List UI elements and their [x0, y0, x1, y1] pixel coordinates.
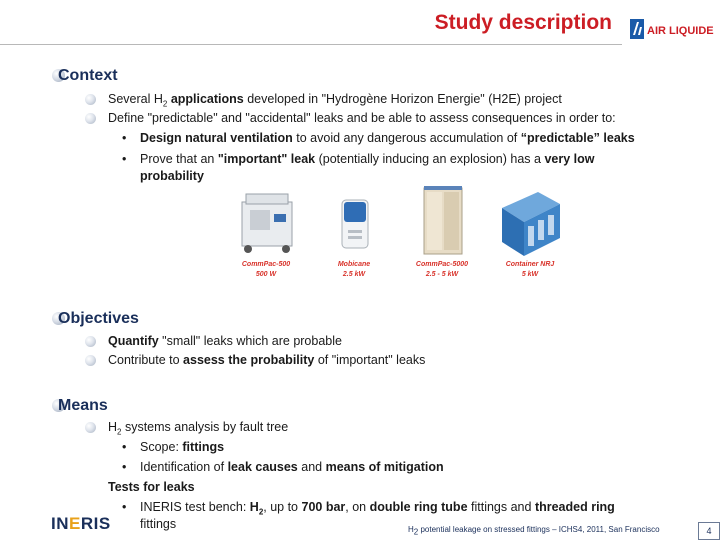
product-commpac-5000	[402, 186, 482, 286]
means-sub-continuation: fittings	[140, 517, 177, 531]
container-nrj-image	[498, 186, 562, 258]
air-liquide-logo	[627, 13, 720, 45]
means-item-fault-tree: $H_2$ systems analysis by fault tree	[108, 420, 289, 437]
heading-context: Context	[58, 67, 118, 84]
footer-caption: $H_2$ potential leakage on stressed fittings – ICHS4, 2011, San Francisco	[408, 525, 660, 537]
product-power: 500 W	[255, 271, 277, 278]
product-name: CommPac-500	[241, 261, 291, 268]
mobicane-image	[322, 186, 386, 258]
context-item-define: Define "predictable" and "accidental" leaks and be able to assess consequences in order to:	[108, 111, 616, 125]
page-number: 4	[698, 522, 720, 540]
means-sub-scope: • Scope: fittings	[122, 440, 225, 454]
product-container-nrj	[490, 186, 570, 286]
objectives-item-contribute: Contribute to assess the probability of "important" leaks	[108, 353, 426, 367]
means-item-tests: Tests for leaks	[108, 480, 195, 494]
means-sub-identification: • Identification of leak causes and means of mitigation	[122, 460, 444, 474]
heading-means: Means	[58, 397, 108, 414]
product-name: Container NRJ	[505, 261, 555, 268]
bullet-icon	[85, 422, 96, 433]
bullet-icon	[85, 336, 96, 347]
product-commpac-500	[226, 186, 306, 286]
context-sub-continuation: probability	[140, 169, 204, 183]
logo-text: AIR LIQUIDE	[647, 25, 714, 37]
commpac-500-image	[234, 186, 298, 258]
product-power: 2.5 kW	[342, 271, 366, 278]
context-item-applications: Several $H_2$ applications developed in "Hydrogène Horizon Energie" (H2E) project	[108, 92, 562, 109]
context-sub-important-leak: • Prove that an "important" leak (potentially inducing an explosion) has a very low	[122, 152, 595, 166]
objectives-item-quantify: Quantify "small" leaks which are probable	[108, 334, 342, 348]
product-power: 2.5 - 5 kW	[425, 271, 459, 278]
title-divider	[0, 44, 622, 45]
product-name: Mobicane	[337, 261, 371, 268]
product-gallery	[226, 186, 566, 286]
means-sub-test-bench: • INERIS test bench: $H_2$, up to 700 bar, on double ring tube fittings and threaded ring	[122, 500, 615, 517]
product-mobicane	[314, 186, 394, 286]
slide-title: Study description	[434, 11, 612, 34]
product-name: CommPac-5000	[415, 261, 469, 268]
product-power: 5 kW	[521, 271, 539, 278]
heading-objectives: Objectives	[58, 310, 139, 327]
bullet-icon	[85, 355, 96, 366]
ineris-logo: INERIS	[51, 514, 111, 533]
commpac-5000-image	[410, 186, 474, 258]
bullet-icon	[85, 113, 96, 124]
bullet-icon	[85, 94, 96, 105]
context-sub-ventilation: • Design natural ventilation to avoid any dangerous accumulation of “predictable” leaks	[122, 131, 635, 145]
